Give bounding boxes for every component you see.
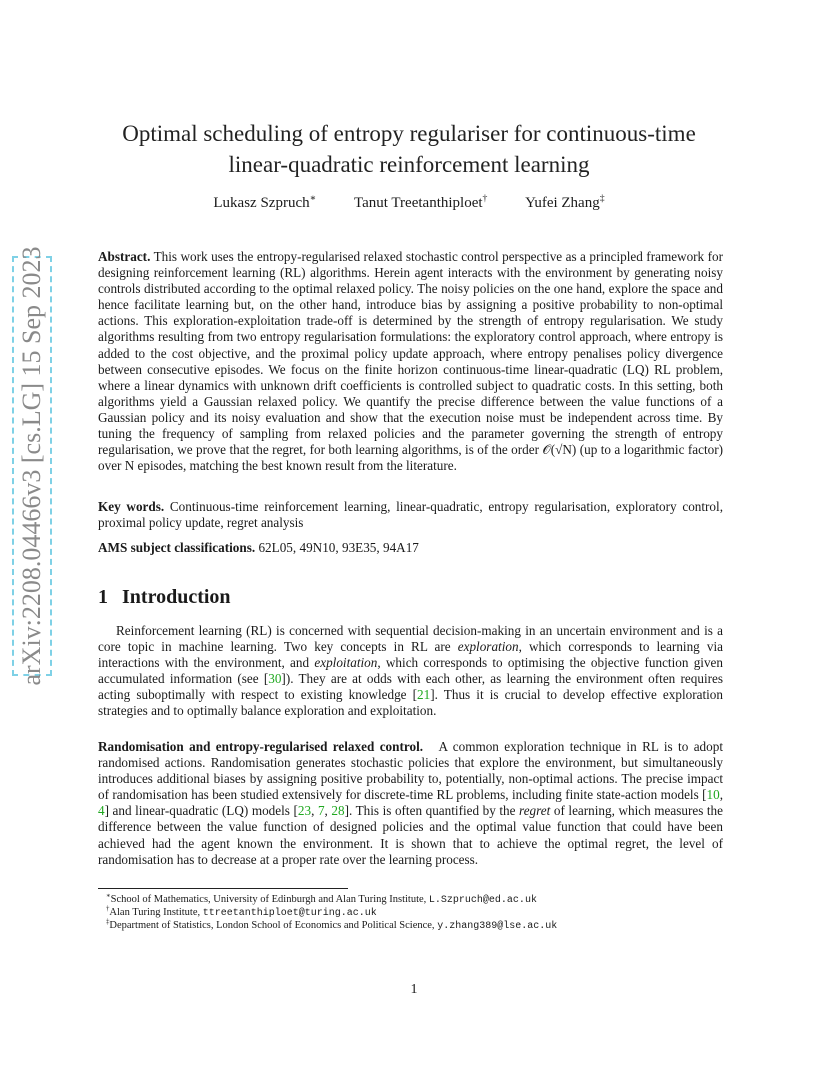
abstract-tail: (up to a logarithmic factor) over N episodes, matching the best known result from the literature.: [98, 442, 724, 474]
author-footnote-mark: ‡: [599, 193, 605, 204]
keywords: [98, 499, 723, 531]
email-link[interactable]: L.Szpruch@ed.ac.uk: [428, 895, 537, 906]
footnote-3: [106, 919, 557, 933]
citation-separator: ,: [311, 803, 318, 819]
order-expression: 𝒪(√N): [542, 442, 577, 458]
footnote-rule: [98, 888, 348, 889]
rand-text: of learning, which measures the difference between the value function of designed policies and the optimal value function that could have been achieved had the agent known the environment. It is shown that to achieve the optimal regret, the level of randomisation has to decrease at a proper rate over the learning process.: [98, 803, 723, 867]
author-1: [213, 195, 316, 211]
arxiv-side-stamp: [12, 246, 52, 686]
citation-link[interactable]: 4: [98, 803, 105, 819]
page-number: 1: [410, 982, 418, 997]
section-number: 1: [98, 586, 108, 608]
randomisation-paragraph: [98, 739, 723, 868]
abstract: [98, 249, 723, 474]
footnote-mark: ‡: [106, 918, 110, 926]
footnote-mark: †: [106, 905, 110, 913]
intro-text: ]. Thus it is crucial to develop effective exploration strategies and to optimally balance exploration and exploitation.: [98, 687, 723, 719]
ams-label: AMS subject classifications.: [98, 540, 256, 555]
paper-title: [98, 118, 720, 180]
paragraph-heading: Randomisation and entropy-regularised relaxed control.: [98, 739, 424, 754]
intro-emphasis: exploitation: [314, 655, 378, 671]
citation-link[interactable]: 23: [297, 803, 312, 819]
intro-text: Reinforcement learning (RL) is concerned with sequential decision-making in an uncertain environment and is a core topic in machine learning. Two key concepts in RL are: [98, 623, 723, 655]
intro-emphasis: exploration: [457, 639, 519, 655]
author-name: Lukasz Szpruch: [213, 195, 310, 211]
ams-classifications: [98, 540, 723, 556]
author-name: Tanut Treetanthiploet: [354, 195, 483, 211]
citation-link[interactable]: 10: [706, 787, 720, 803]
citation-link[interactable]: 30: [268, 671, 282, 687]
author-footnote-mark: †: [482, 193, 488, 204]
footnote-1: [106, 893, 537, 907]
keywords-text: Continuous-time reinforcement learning, linear-quadratic, entropy regularisation, exploratory control, proximal policy update, regret analysis: [98, 499, 723, 531]
section-title: Introduction: [122, 586, 231, 608]
rand-text: ] and linear-quadratic (LQ) models [: [104, 803, 298, 819]
rand-text: ]. This is often quantified by the: [344, 803, 516, 819]
abstract-text: This work uses the entropy-regularised relaxed stochastic control perspective as a principled framework for designing reinforcement learning (RL) algorithms. Herein agent interacts with the environment by generating noisy controls distributed according to the optimal relaxed policy. The noisy policies on the one hand, explore the space and hence facilitate learning but, on the other hand, introduce bias by assigning a positive probability to non-optimal actions. This exploration-exploitation trade-off is determined by the strength of entropy regularisation. We study algorithms resulting from two entropy regularisation formulations: the exploratory control approach, where entropy is added to the cost objective, and the proximal policy update approach, where entropy penalises policy divergence between consecutive episodes. We focus on the finite horizon continuous-time linear-quadratic (LQ) RL problem, where a linear dynamics with unknown drift coefficients is controlled subject to quadratic costs. In this setting, both algorithms yield a Gaussian relaxed policy. We quantify the precise difference between the value functions of a Gaussian policy and its noisy evaluation and show that the execution noise must be independent across time. By tuning the frequency of sampling from relaxed policies and the parameter governing the strength of entropy regularisation, we prove that the regret, for both learning algorithms, is of the order: [98, 249, 723, 458]
title-line-1: Optimal scheduling of entropy regulariser for continuous-time: [122, 121, 696, 146]
intro-paragraph: [98, 623, 723, 720]
intro-text: , which corresponds to learning via interactions with the environment, and: [98, 639, 723, 671]
citation-link[interactable]: 21: [417, 687, 431, 703]
author-list: [98, 195, 720, 212]
rand-emphasis: regret: [519, 803, 551, 819]
arxiv-identifier: arXiv:2208.04466v3 [cs.LG] 15 Sep 2023: [17, 246, 46, 686]
abstract-label: Abstract.: [98, 249, 151, 264]
intro-text: , which corresponds to optimising the objective function given accumulated information (see [: [98, 655, 724, 687]
citation-link[interactable]: 7: [317, 803, 325, 819]
section-heading: [98, 586, 231, 609]
author-2: [354, 195, 487, 211]
keywords-label: Key words.: [98, 499, 165, 514]
intro-text: ]). They are at odds with each other, as learning the environment often requires acting suboptimally with respect to existing knowledge [: [98, 671, 723, 703]
footnote-2: [106, 906, 377, 920]
footnote-text: School of Mathematics, University of Edinburgh and Alan Turing Institute,: [110, 894, 427, 905]
footnote-text: Department of Statistics, London School of Economics and Political Science,: [109, 920, 435, 931]
email-link[interactable]: ttreetanthiploet@turing.ac.uk: [202, 908, 377, 919]
author-name: Yufei Zhang: [525, 195, 600, 211]
rand-text: A common exploration technique in RL is to adopt randomised actions. Randomisation generates stochastic policies that explore the environment, but simultaneously introduces additional biases by assigning positive probability to, potentially, non-optimal actions. The precise impact of randomisation has been studied extensively for discrete-time RL problems, including finite state-action models [: [98, 739, 723, 803]
ams-codes: 62L05, 49N10, 93E35, 94A17: [258, 540, 419, 555]
citation-separator: ,: [719, 787, 723, 803]
citation-link[interactable]: 28: [331, 803, 345, 819]
footnote-mark: ∗: [106, 892, 111, 900]
citation-separator: ,: [324, 803, 332, 819]
author-3: [525, 195, 604, 211]
author-footnote-mark: ∗: [309, 193, 317, 204]
footnote-text: Alan Turing Institute,: [109, 907, 201, 918]
email-link[interactable]: y.zhang389@lse.ac.uk: [437, 921, 558, 932]
title-line-2: linear-quadratic reinforcement learning: [228, 152, 590, 177]
